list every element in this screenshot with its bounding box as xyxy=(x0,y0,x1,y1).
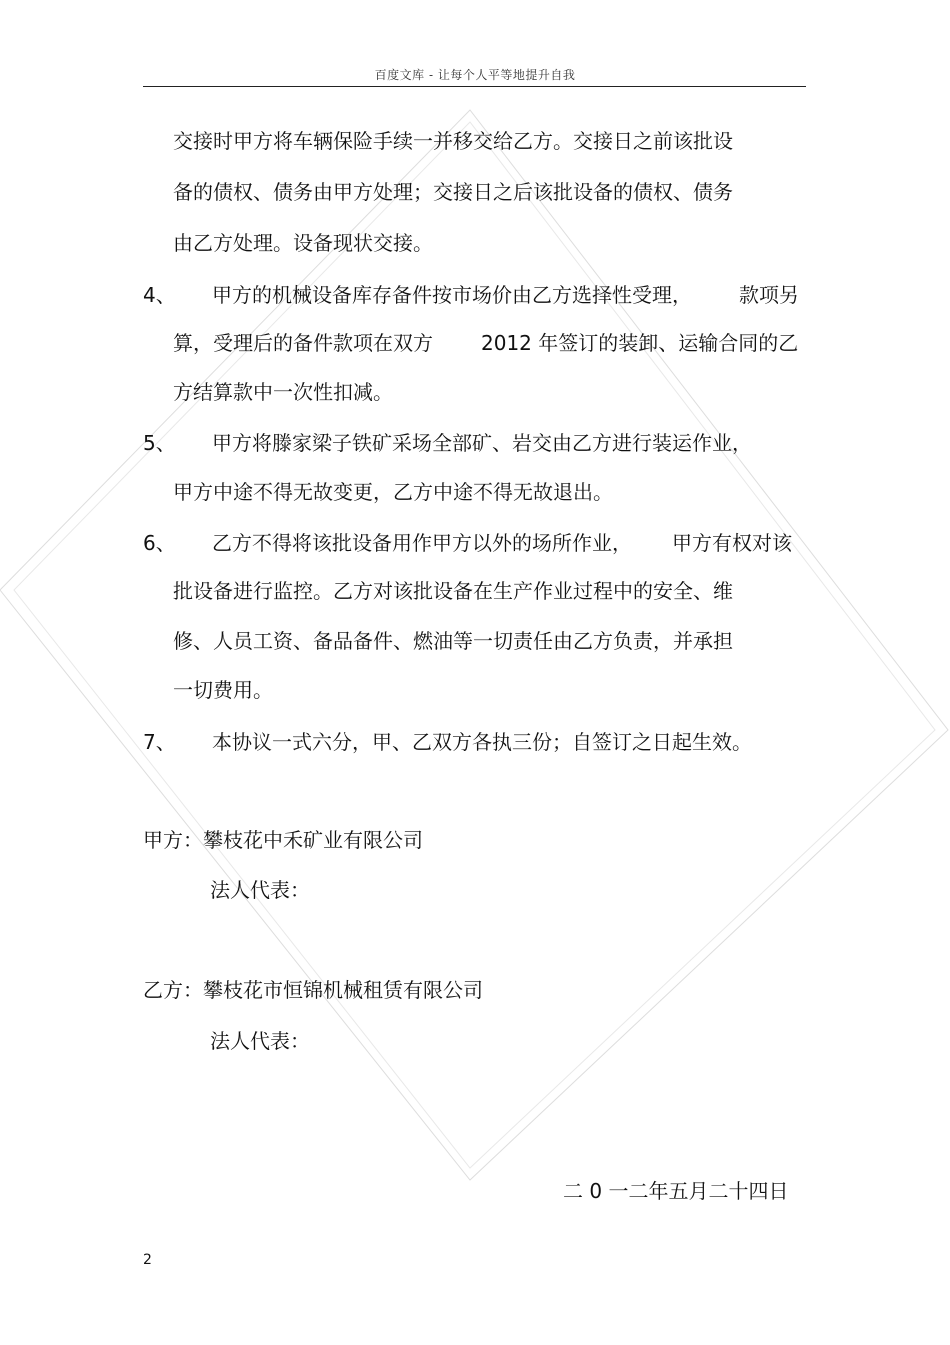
clause-5-line-1: 甲方将滕家梁子铁矿采场全部矿、岩交由乙方进行装运作业， xyxy=(212,431,752,455)
clause-4-line-2b: 2012 年签订的装卸、运输合同的乙 xyxy=(481,331,799,355)
clause-5-line-2: 甲方中途不得无故变更，乙方中途不得无故退出。 xyxy=(173,480,613,504)
party-a-name: 甲方：攀枝花中禾矿业有限公司 xyxy=(143,828,423,852)
clause-4-line-1a: 甲方的机械设备库存备件按市场价由乙方选择性受理， xyxy=(212,283,692,307)
party-b-legal-rep: 法人代表： xyxy=(210,1029,310,1053)
clause-3-line-1: 交接时甲方将车辆保险手续一并移交给乙方。交接日之前该批设 xyxy=(173,129,733,153)
party-a-legal-rep: 法人代表： xyxy=(210,878,310,902)
page-header-text: 百度文库 - 让每个人平等地提升自我 xyxy=(374,68,576,82)
page-number: 2 xyxy=(143,1252,152,1268)
clause-4-line-2a: 算，受理后的备件款项在双方 xyxy=(173,331,433,355)
clause-3-line-3: 由乙方处理。设备现状交接。 xyxy=(173,231,433,255)
clause-4-line-3: 方结算款中一次性扣减。 xyxy=(173,380,393,404)
clause-5-number: 5、 xyxy=(143,431,176,455)
clause-4-number: 4、 xyxy=(143,283,176,307)
clause-6-line-1b: 甲方有权对该 xyxy=(672,531,792,555)
signing-date: 二 0 一二年五月二十四日 xyxy=(563,1179,789,1203)
clause-7-number: 7、 xyxy=(143,730,176,754)
clause-6-line-1a: 乙方不得将该批设备用作甲方以外的场所作业， xyxy=(212,531,632,555)
clause-6-line-3: 修、人员工资、备品备件、燃油等一切责任由乙方负责，并承担 xyxy=(173,629,733,653)
clause-6-line-4: 一切费用。 xyxy=(173,678,273,702)
party-b-name: 乙方：攀枝花市恒锦机械租赁有限公司 xyxy=(143,978,483,1002)
header-divider xyxy=(143,86,806,87)
clause-3-line-2: 备的债权、债务由甲方处理；交接日之后该批设备的债权、债务 xyxy=(173,180,733,204)
clause-7-line-1: 本协议一式六分，甲、乙双方各执三份；自签订之日起生效。 xyxy=(212,730,752,754)
clause-6-line-2: 批设备进行监控。乙方对该批设备在生产作业过程中的安全、维 xyxy=(173,579,733,603)
clause-4-line-1b: 款项另 xyxy=(739,283,799,307)
clause-6-number: 6、 xyxy=(143,531,176,555)
